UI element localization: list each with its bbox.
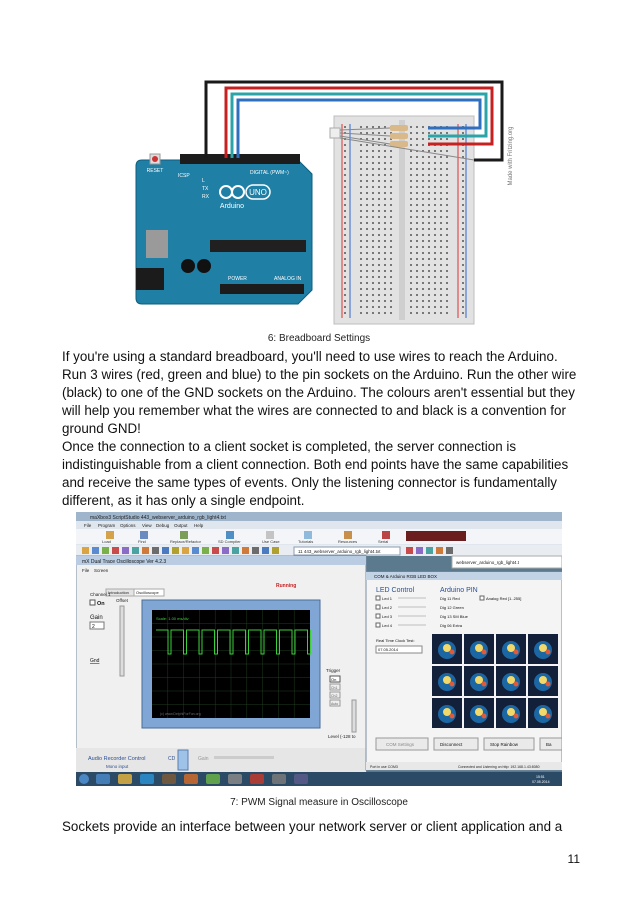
analog-label: Analog Red [1..255] xyxy=(486,596,522,601)
toolbar-sd-compiler[interactable]: SD Compiler xyxy=(218,539,241,544)
tx-label: TX xyxy=(202,186,209,192)
offset-label: Offset xyxy=(116,598,128,603)
toolbar-resources[interactable]: Resources xyxy=(338,539,358,544)
menu-debug[interactable]: Debug xyxy=(156,523,170,528)
figure1-caption: 6: Breadboard Settings xyxy=(267,333,371,344)
watermark: (c) www.DelphiForFun.org xyxy=(160,712,201,716)
osc-menu-file[interactable]: File xyxy=(82,568,90,573)
page-number: 11 xyxy=(567,852,580,866)
chip xyxy=(210,240,306,252)
brand-label: Arduino xyxy=(219,203,245,210)
clock-date: 07.05.2014 xyxy=(378,647,399,652)
rgb-led xyxy=(330,128,340,138)
led-4-checkbox[interactable] xyxy=(376,623,380,627)
tray-time: 15:51 xyxy=(536,775,545,779)
editor-title: maXbox3 ScriptStudio 443_webserver_arduino_rgb_light4.txt xyxy=(90,515,226,521)
resistor-2 xyxy=(390,133,408,139)
pin-2-label: Dig 12 Green xyxy=(440,605,464,610)
file-dropdown-value: 11 443_webserver_arduino_rgb_light4.txt xyxy=(298,549,381,554)
disconnect-label: Disconnect xyxy=(440,742,463,747)
cd-toggle[interactable] xyxy=(178,750,188,770)
digital-label: DIGITAL (PWM~) xyxy=(250,170,289,176)
resistor-1 xyxy=(390,125,408,131)
menu-file[interactable]: File xyxy=(84,523,92,528)
toolbar-use-case[interactable]: Use Case xyxy=(262,539,280,544)
stop-rainbow-label: Stop Rainbow xyxy=(490,742,519,747)
osc-menu-screen[interactable]: Screen xyxy=(94,568,109,573)
menu-options[interactable]: Options xyxy=(120,523,136,528)
on-checkbox[interactable] xyxy=(90,600,95,605)
led-1-label: Led 1 xyxy=(382,596,393,601)
led-1-checkbox[interactable] xyxy=(376,596,380,600)
toolbar-replace[interactable]: Replace/Refactor xyxy=(170,539,201,544)
led-box-title: COM & Arduino RGB LED BOX xyxy=(374,574,438,579)
gain-label: Gain xyxy=(90,615,103,621)
analog-checkbox[interactable] xyxy=(480,596,484,600)
toolbar-load[interactable]: Load xyxy=(102,539,111,544)
power-jack xyxy=(136,268,164,290)
trigger-auto-label: Auto xyxy=(331,702,339,706)
menu-output[interactable]: Output xyxy=(174,523,188,528)
led-3-checkbox[interactable] xyxy=(376,614,380,618)
banner-logo xyxy=(406,531,466,541)
tray-date: 07.05.2014 xyxy=(532,780,550,784)
cd-label: CD xyxy=(168,756,176,762)
digital-header xyxy=(180,154,300,164)
analog-label: ANALOG IN xyxy=(274,276,302,282)
audio-recorder-label: Audio Recorder Control xyxy=(88,756,146,762)
paragraph-3: Sockets provide an interface between your network server or client application and a xyxy=(62,819,563,834)
figure2-caption: 7: PWM Signal measure in Oscilloscope xyxy=(230,797,408,808)
pin-1-label: Dig 11 Red xyxy=(440,596,460,601)
fritzing-credit: Made with Fritzing.org xyxy=(508,126,514,186)
led-2-label: Led 2 xyxy=(382,605,393,610)
channel-label: Channel 1 xyxy=(90,592,111,597)
tab-introduction-label: Introduction xyxy=(108,590,129,595)
arduino-pin-title: Arduino PIN xyxy=(440,587,478,594)
clock-label: Real Time Clock Test: xyxy=(376,638,415,643)
board-name: UNO xyxy=(249,188,267,197)
trigger-ch1-label: Ch1 xyxy=(331,686,338,690)
usb-port xyxy=(146,230,168,258)
paragraph-1: If you're using a standard breadboard, you'll need to use wires to reach the Arduino. Run 3 wires (red, green and blue) to the pin sockets on the Arduino. Run the other wire (black) to one of the GND sockets on the Arduino. The colours aren't essential but they will help you remember what the wires are connected to and black is a convention for ground GND! xyxy=(62,349,577,436)
pin-3-label: Dig 13 SM Blue xyxy=(440,614,468,619)
scale-label: Scale: 1.00 ms/div xyxy=(156,616,189,621)
toolbar-tutorials[interactable]: Tutorials xyxy=(298,539,314,544)
ba-label: Ba xyxy=(546,742,552,747)
screenshot-figure xyxy=(76,512,562,786)
editor-tab-label: webserver_arduino_rgb_light4.t xyxy=(456,560,520,565)
led-2-checkbox[interactable] xyxy=(376,605,380,609)
tab-oscilloscope-label: Oscilloscope xyxy=(136,590,159,595)
icsp-label: ICSP xyxy=(178,173,190,179)
level-label: Level (-128 to xyxy=(328,734,356,739)
running-status: Running xyxy=(276,583,297,589)
gnd-button[interactable]: Gnd xyxy=(90,658,100,664)
start-button[interactable] xyxy=(79,774,89,784)
toolbar-serial[interactable]: Serial xyxy=(378,539,389,544)
reset-label: RESET xyxy=(146,168,164,174)
menu-program[interactable]: Program xyxy=(98,523,116,528)
trigger-ch2-label: Ch2 xyxy=(331,694,338,698)
toolbar-find[interactable]: Find xyxy=(138,539,146,544)
rx-label: RX xyxy=(202,194,209,200)
trigger-label: Trigger xyxy=(326,668,341,673)
paragraph-2: Once the connection to a client socket is completed, the server connection is indistinguishable from a client connection. Both end points have the same capabilities and receive the same types of events. Only the listening connector is fundamentally different, as it has only a single endpoint. xyxy=(62,439,569,508)
on-label: On xyxy=(97,601,105,607)
led-4-label: Led 4 xyxy=(382,623,393,628)
gain-value: 2 xyxy=(92,624,95,630)
level-slider[interactable] xyxy=(352,700,356,732)
com-settings-label: COM Settings xyxy=(386,742,415,747)
analog-header xyxy=(220,284,304,294)
breadboard-figure xyxy=(128,72,520,328)
resistor-3 xyxy=(390,141,408,147)
oscilloscope-title: mX Dual Trace Oscilloscope Ver 4.2.3 xyxy=(82,559,167,565)
audio-gain-label: Gain xyxy=(198,756,209,762)
menu-view[interactable]: View xyxy=(142,523,152,528)
menu-help[interactable]: Help xyxy=(194,523,204,528)
trigger-on-label: On xyxy=(331,677,337,682)
power-label: POWER xyxy=(228,276,247,282)
pin-4-label: Dig 06 Extra xyxy=(440,623,463,628)
led-control-title: LED Control xyxy=(376,587,415,594)
status-port: Port in use COM3 xyxy=(370,765,398,769)
desktop-screenshot xyxy=(76,512,562,786)
status-connection: Connected and Listening on http: 192.168.1.43:8080 xyxy=(458,765,540,769)
offset-slider[interactable] xyxy=(120,606,124,676)
mono-input-label: Mono input xyxy=(106,764,129,769)
l-label: L xyxy=(202,178,205,184)
audio-gain-slider[interactable] xyxy=(214,756,274,759)
led-3-label: Led 3 xyxy=(382,614,393,619)
breadboard-diagram xyxy=(128,72,520,328)
